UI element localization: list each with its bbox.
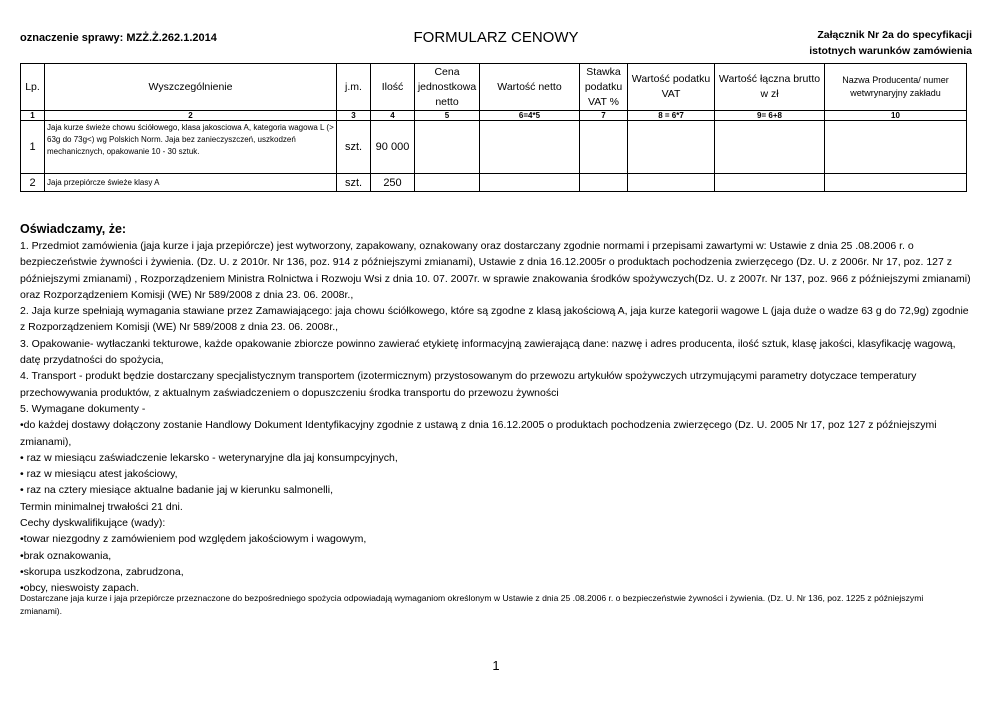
annex-note-line2: istotnych warunków zamówienia — [809, 45, 972, 57]
row-lp: 2 — [21, 174, 45, 192]
declaration-line: •towar niezgodny z zamówieniem pod względem jakościowym i wagowym, — [20, 533, 367, 546]
column-number-cell: 10 — [825, 111, 967, 121]
declaration-line: 1. Przedmiot zamówienia (jaja kurze i jaja przepiórcze) jest wytworzony, zapakowany, oznakowany oraz dostarczany zgodnie normami i przepisami zawartymi w: Ustawie z dnia 25 .08.2006 r. o bezpieczeństwie żywności i żywienia. (Dz. U. z 2010r. Nr 136, poz. 914 z późniejszymi zmianami), Ustawie z dnia 16.12.2005r o produktach pochodzenia zwierzęcego (Dz. U. z 2006r. Nr 17, poz. 127 z późniejszymi zmianami) , Rozporządzeniem Ministra Rolnictwa i Rozwoju Wsi z dnia 10. 07. 2007r. w sprawie znakowania środków spożywczych(Dz. U. z 2007r. Nr 137, poz. 966 z późniejszymi zmianami) oraz Rozporządzeniem Komisji (WE) Nr 589/2008 z dnia 23. 06. 2008r., — [20, 240, 971, 301]
header-cell-gross-value: Wartość łączna brutto w zł — [715, 64, 825, 111]
row-description: Jaja przepiórcze świeże klasy A — [45, 174, 337, 192]
row-net-value-cell[interactable] — [480, 121, 580, 174]
header-cell-unit-price: Cena jednostkowa netto — [415, 64, 480, 111]
row-producer-cell[interactable] — [825, 121, 967, 174]
page-number: 1 — [492, 658, 500, 673]
column-number-cell: 6=4*5 — [480, 111, 580, 121]
declaration-line: 5. Wymagane dokumenty - — [20, 402, 146, 415]
header-cell-lp: Lp. — [21, 64, 45, 111]
column-number-cell: 7 — [580, 111, 628, 121]
table-header-row — [21, 64, 967, 111]
row-description: Jaja kurze świeże chowu ściółowego, klasa jakosciowa A, kategoria wagowa L (> 63g do 73g<) wg Polskich Norm. Jaja bez zanieczyszczeń, uszkodzeń mechanicznych, opakowanie 10 - 30 sztuk. — [45, 121, 337, 174]
declaration-section — [20, 221, 972, 597]
column-number-cell: 1 — [21, 111, 45, 121]
declaration-line: •brak oznakowania, — [20, 549, 112, 562]
declaration-line: 3. Opakowanie- wytłaczanki tekturowe, każde opakowanie zbiorcze powinno zawierać etykietę informacyjną zawierającą dane: nazwę i adres producenta, ilość sztuk, klasę jakości, klasyfikację wagową, datę przydatności do spożycia, — [20, 337, 956, 367]
row-net-value-cell[interactable] — [480, 174, 580, 192]
row-vat-value-cell[interactable] — [628, 174, 715, 192]
table-row — [21, 121, 967, 174]
annex-note — [809, 27, 972, 59]
column-number-cell: 4 — [371, 111, 415, 121]
row-unit-price-cell[interactable] — [415, 121, 480, 174]
column-number-cell: 8 = 6*7 — [628, 111, 715, 121]
row-lp: 1 — [21, 121, 45, 174]
row-unit: szt. — [337, 174, 371, 192]
header-cell-vat-rate: Stawka podatku VAT % — [580, 64, 628, 111]
column-number-cell: 3 — [337, 111, 371, 121]
declaration-line: • raz w miesiącu atest jakościowy, — [20, 468, 178, 481]
row-producer-cell[interactable] — [825, 174, 967, 192]
declaration-line: •obcy, nieswoisty zapach. — [20, 582, 140, 595]
annex-note-line1: Załącznik Nr 2a do specyfikacji — [817, 29, 972, 41]
header-cell-net-value: Wartość netto — [480, 64, 580, 111]
row-unit-price-cell[interactable] — [415, 174, 480, 192]
price-table — [20, 63, 967, 192]
column-number-cell: 5 — [415, 111, 480, 121]
declaration-line: Termin minimalnej trwałości 21 dni. — [20, 500, 183, 513]
header-cell-description: Wyszczególnienie — [45, 64, 337, 111]
header-cell-vat-value: Wartość podatku VAT — [628, 64, 715, 111]
row-vat-rate-cell[interactable] — [580, 121, 628, 174]
row-gross-value-cell[interactable] — [715, 174, 825, 192]
row-quantity: 90 000 — [371, 121, 415, 174]
form-title: FORMULARZ CENOWY — [413, 29, 579, 46]
row-unit: szt. — [337, 121, 371, 174]
row-quantity: 250 — [371, 174, 415, 192]
declaration-line: 4. Transport - produkt będzie dostarczany specjalistycznym transportem (izotermicznym) przystosowanym do przewozu artykułów spożywczych utrzymującymi parametry dotyczace temperatury przechowywania produktów, z aktualnym zaświadczeniem o dopuszczeniu środka transportu do przewozu żywności — [20, 370, 917, 399]
footnote: Dostarczane jaja kurze i jaja przepiórcze przeznaczone do bezpośredniego spożycia odpowiadają wymaganiom określonym w Ustawie z dnia 25 .08.2006 r. o bezpieczeństwie żywności i żywienia. (Dz. U. Nr 136, poz. 1225 z późniejszymi zmianami). — [20, 593, 924, 616]
column-number-row — [21, 111, 967, 121]
column-number-cell: 9= 6+8 — [715, 111, 825, 121]
declaration-heading: Oświadczamy, że: — [20, 222, 127, 236]
declaration-line: •skorupa uszkodzona, zabrudzona, — [20, 565, 184, 578]
declaration-line: • raz na cztery miesiące aktualne badanie jaj w kierunku salmonelli, — [20, 484, 333, 497]
header-cell-quantity: Ilość — [371, 64, 415, 111]
row-gross-value-cell[interactable] — [715, 121, 825, 174]
column-number-cell: 2 — [45, 111, 337, 121]
header-cell-unit: j.m. — [337, 64, 371, 111]
header-cell-producer: Nazwa Producenta/ numer wetwrynaryjny zakładu — [825, 64, 967, 111]
declaration-line: • raz w miesiącu zaświadczenie lekarsko - weterynaryjne dla jaj konsumpcyjnych, — [20, 451, 398, 464]
row-vat-rate-cell[interactable] — [580, 174, 628, 192]
declaration-line: •do każdej dostawy dołączony zostanie Handlowy Dokument Identyfikacyjny zgodnie z ustawą z dnia 16.12.2005 o produktach pochodzenia zwierzęcego (Dz. U. 2005 Nr 17, poz 127 z późniejszymi zmianami), — [20, 419, 937, 448]
declaration-line: 2. Jaja kurze spełniają wymagania stawiane przez Zamawiającego: jaja chowu ściółkowego, które są zgodne z klasą jakościową A, jaja kurze kategorii wagowe L (jaja duże o wadze 63 g do 72,9g) zgodnie z Rozporządzeniem Komisji (WE) Nr 589/2008 z dnia 23. 06. 2008r., — [20, 305, 969, 334]
case-reference: oznaczenie sprawy: MZŻ.Ż.262.1.2014 — [20, 32, 217, 44]
row-vat-value-cell[interactable] — [628, 121, 715, 174]
declaration-line: Cechy dyskwalifikujące (wady): — [20, 517, 166, 530]
table-row — [21, 174, 967, 192]
